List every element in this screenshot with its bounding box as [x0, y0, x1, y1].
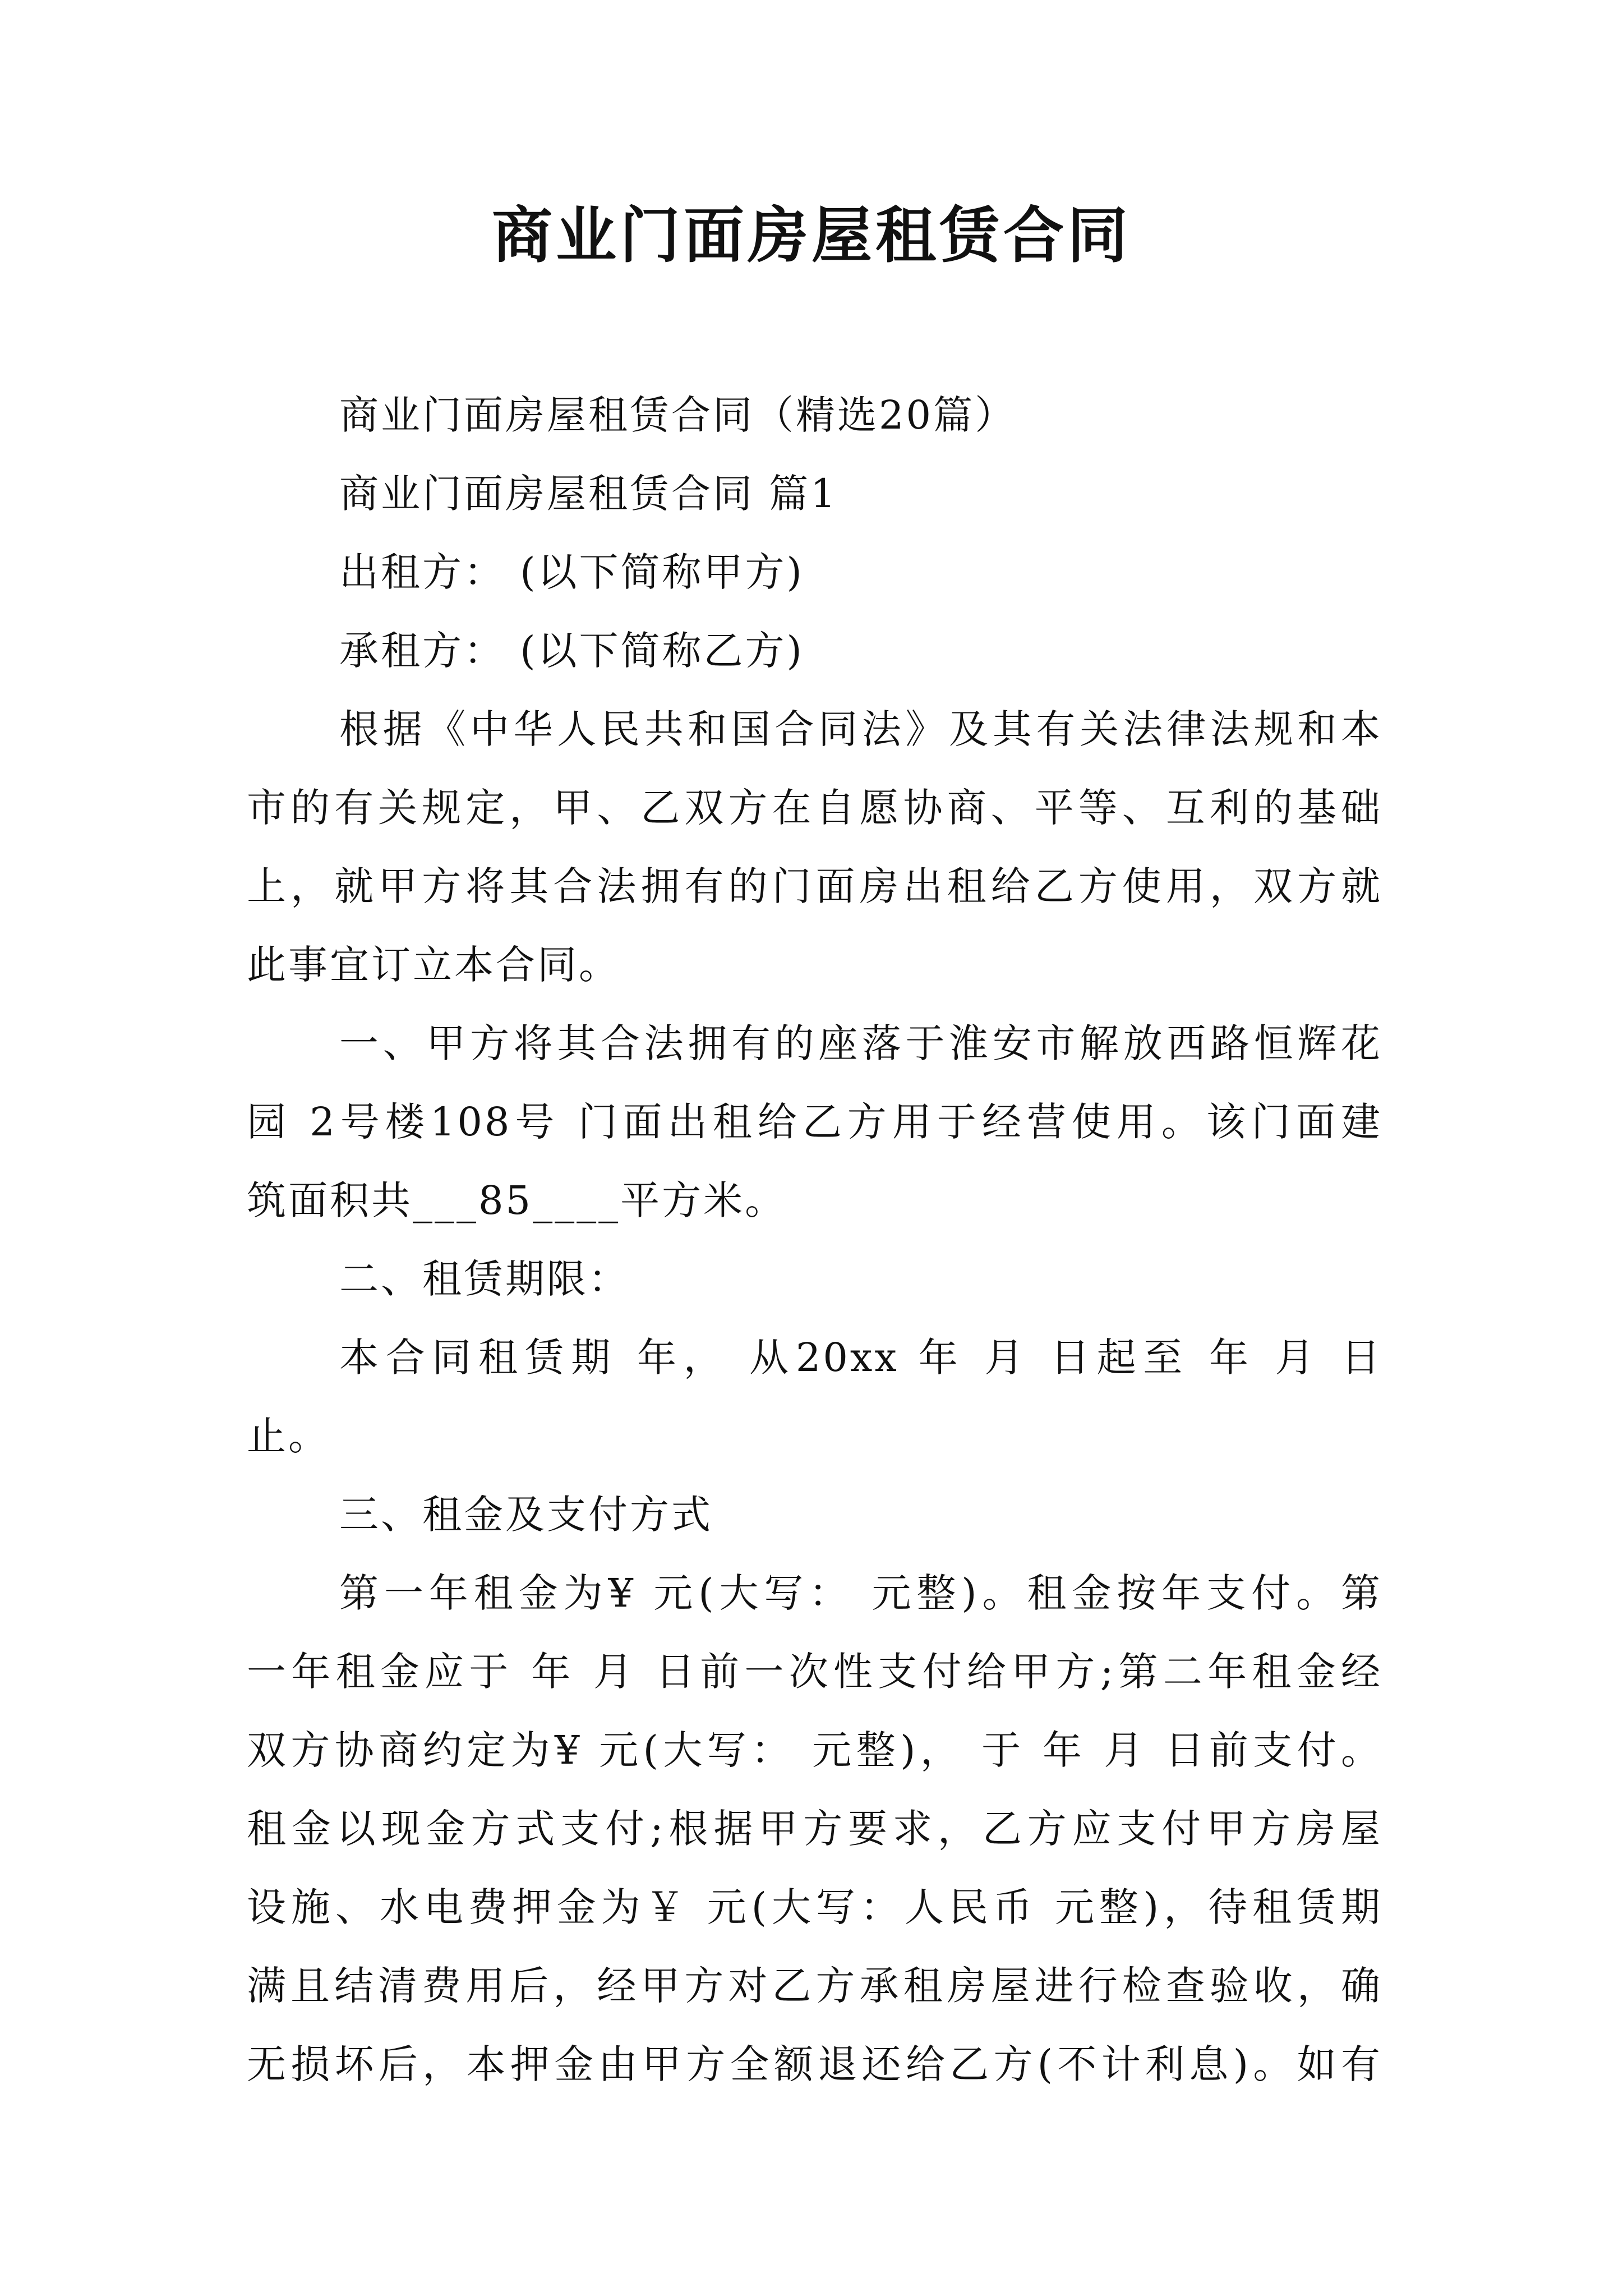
paragraph-line: 本合同租赁期 年， 从20xx 年 月 日起至 年 月 日 — [339, 1335, 1382, 1381]
paragraph-line: 租金以现金方式支付;根据甲方要求，乙方应支付甲方房屋 — [247, 1806, 1382, 1852]
clause-heading: 二、租赁期限： — [339, 1256, 630, 1302]
paragraph-line: 一、甲方将其合法拥有的座落于淮安市解放西路恒辉花 — [339, 1020, 1382, 1066]
lessee-line: 承租方： (以下简称乙方) — [339, 628, 804, 674]
lessor-line: 出租方： (以下简称甲方) — [339, 549, 804, 595]
paragraph-line: 上，就甲方将其合法拥有的门面房出租给乙方使用，双方就 — [247, 863, 1382, 909]
document-title: 商业门面房屋租赁合同 — [491, 200, 1131, 271]
paragraph-line: 一年租金应于 年 月 日前一次性支付给甲方;第二年租金经 — [247, 1649, 1382, 1695]
subtitle-line: 商业门面房屋租赁合同（精选20篇） — [339, 392, 1017, 438]
paragraph-line: 根据《中华人民共和国合同法》及其有关法律法规和本 — [339, 706, 1382, 752]
paragraph-line: 园 2号楼108号 门面出租给乙方用于经营使用。该门面建 — [247, 1099, 1382, 1145]
paragraph-line: 双方协商约定为¥ 元(大写： 元整)， 于 年 月 日前支付。 — [247, 1727, 1382, 1773]
paragraph-line: 无损坏后，本押金由甲方全额退还给乙方(不计利息)。如有 — [247, 2041, 1382, 2087]
paragraph-line: 设施、水电费押金为￥ 元(大写：人民币 元整)，待租赁期 — [247, 1884, 1382, 1930]
paragraph-line: 市的有关规定，甲、乙双方在自愿协商、平等、互利的基础 — [247, 785, 1382, 831]
paragraph-line: 此事宜订立本合同。 — [247, 942, 620, 988]
section-heading: 商业门面房屋租赁合同 篇1 — [339, 471, 838, 517]
clause-heading: 三、租金及支付方式 — [339, 1492, 713, 1538]
paragraph-line: 止。 — [247, 1413, 330, 1459]
paragraph-line: 筑面积共___85____平方米。 — [247, 1177, 787, 1223]
paragraph-line: 满且结清费用后，经甲方对乙方承租房屋进行检查验收，确 — [247, 1963, 1382, 2009]
paragraph-line: 第一年租金为¥ 元(大写： 元整)。租金按年支付。第 — [339, 1570, 1382, 1616]
